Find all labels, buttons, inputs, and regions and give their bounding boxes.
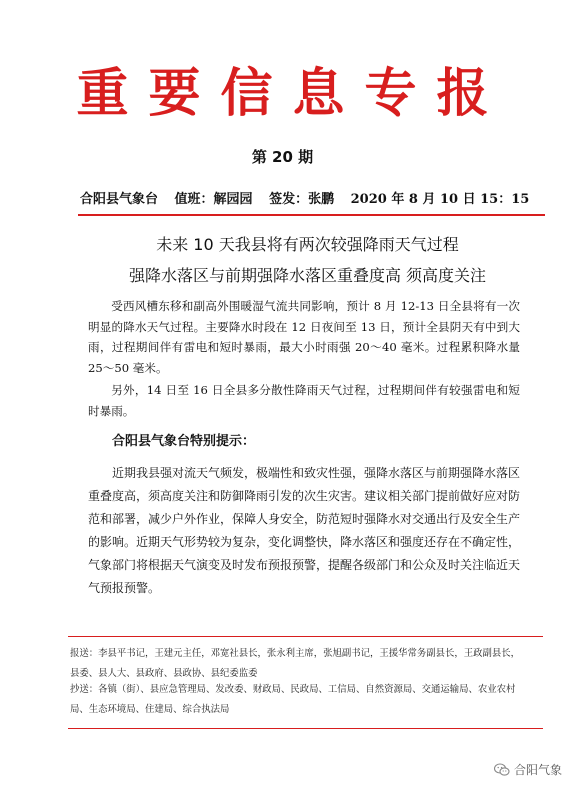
report-label: 报送：	[70, 648, 99, 659]
masthead-title: 重要信息专报	[76, 63, 509, 124]
body-paragraph-2: 另外，14 日至 16 日全县多分散性降雨天气过程，过程期间伴有较强雷电和短时暴雨。	[88, 383, 520, 418]
headline-line1: 未来 10 天我县将有两次较强降雨天气过程	[156, 235, 459, 254]
footer-divider-bottom	[68, 728, 543, 729]
issue-number: 第 20 期	[251, 148, 314, 166]
wechat-icon	[494, 763, 510, 777]
duty-officer: 值班：解园园	[174, 192, 253, 207]
report-to-block	[70, 644, 522, 684]
copy-recipients: 各镇（街）、县应急管理局、发改委、财政局、民政局、工信局、自然资源局、交通运输局、农业农村局、生态环境局、住建局、综合执法局	[70, 684, 516, 715]
info-line	[80, 188, 545, 207]
copy-to-block	[70, 680, 522, 720]
issue-datetime: 2020 年 8 月 10 日 15：15	[350, 192, 530, 207]
body-paragraph-3: 近期我县强对流天气频发，极端性和致灾性强，强降水落区与前期强降水落区重叠度高，须高度关注和防御降雨引发的次生灾害。建议相关部门提前做好应对防范和部署，减少户外作业，保障人身安全，防范短时强降水对交通出行及安全生产的影响。近期天气形势较为复杂，变化调整快，降水落区和强度还存在不确定性，气象部门将根据天气演变及时发布预报预警，提醒各级部门和公众及时关注临近天气预报预警。	[88, 466, 521, 595]
agency-name: 合阳县气象台	[80, 192, 159, 207]
watermark-text: 合阳气象	[514, 763, 563, 777]
report-recipients: 李县平书记，王建元主任，邓宽社县长，张永利主席，张旭副书记，王援华常务副县长，王政副县长，县委、县人大、县政府、县政协、县纪委监委	[70, 648, 521, 679]
copy-label: 抄送：	[70, 684, 99, 695]
watermark	[494, 761, 562, 778]
notice-title: 合阳县气象台特别提示：	[112, 434, 256, 449]
signer: 签发：张鹏	[269, 192, 335, 207]
header-divider	[78, 214, 545, 216]
headline-line2: 强降水落区与前期强降水落区重叠度高 须高度关注	[128, 266, 487, 285]
body-paragraph-1: 受西风槽东移和副高外围暖湿气流共同影响，预计 8 月 12-13 日全县将有一次明显的降水天气过程。主要降水时段在 12 日夜间至 13 日，预计全县阴天有中到大雨，过程期间伴有雷电和短时暴雨，最大小时雨强 20～40 毫米。过程累积降水量 25～50 毫米。	[88, 299, 520, 375]
footer-divider-top	[68, 636, 543, 637]
